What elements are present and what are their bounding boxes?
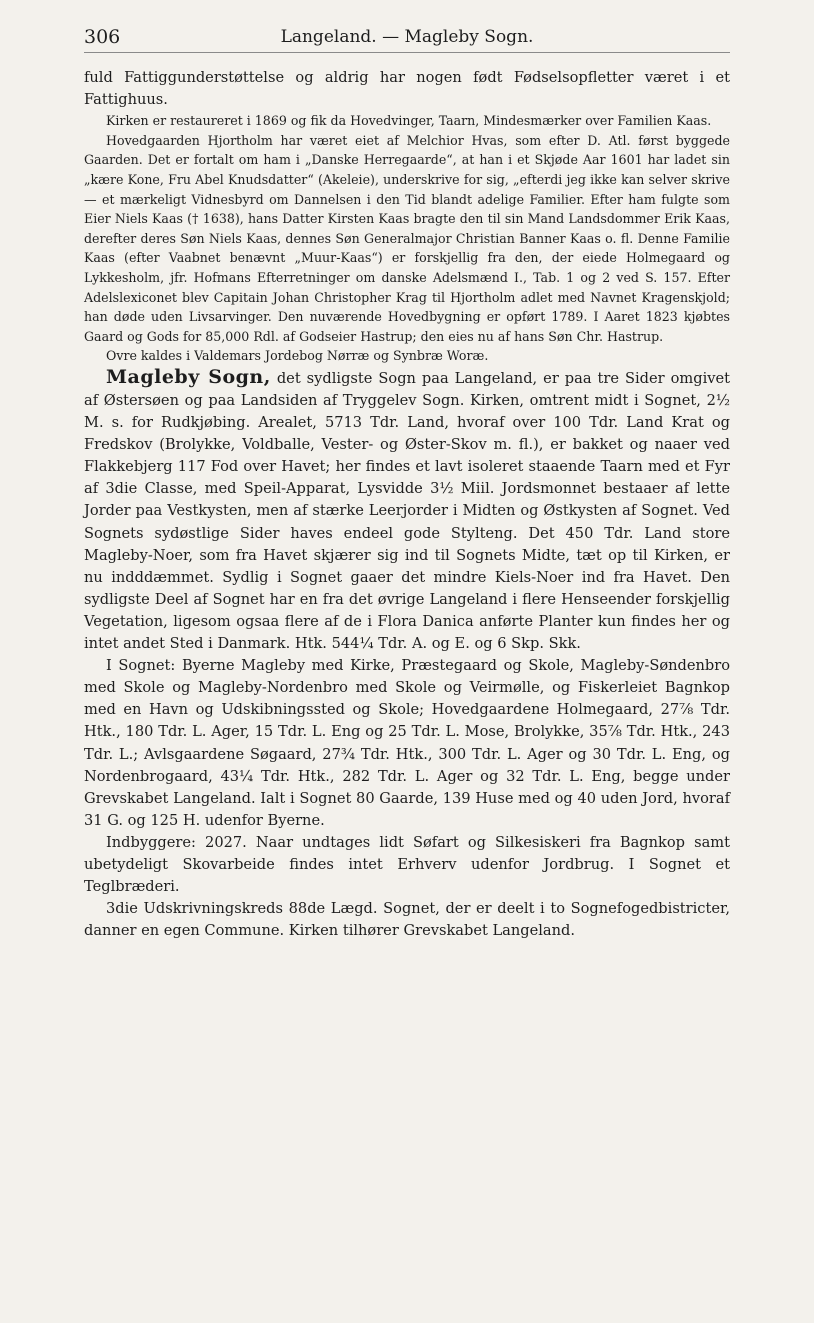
paragraph-text: I Sognet: Byerne Magleby med Kirke, Præstegaard og Skole, Magleby-Søndenbro med Skole og Magleby-Nordenbro med Skole og Veirmølle, og Fiskerleiet Bagnkop med en Havn og Udskibningssted og Skole; Hovedgaardene Holmegaard, 27⅞ Tdr. Htk., 180 Tdr. L. Ager, 15 Tdr. L. Eng og 25 Tdr. L. Mose, Brolykke, 35⅞ Tdr. Htk., 243 Tdr. L.; Avlsgaardene Søgaard, 27¾ Tdr. Htk., 300 Tdr. L. Ager og 30 Tdr. L. Eng, og Nordenbrogaard, 43¼ Tdr. Htk., 282 Tdr. L. Ager og 32 Tdr. L. Eng, begge under Grevskabet Langeland. Ialt i Sognet 80 Gaarde, 139 Huse med og 40 uden Jord, hvoraf 31 G. og 125 H. udenfor Byerne. [84,657,730,829]
paragraph-text: Indbyggere: 2027. Naar undtages lidt Søfart og Silkesiskeri fra Bagnkop samt ubetydeligt Skovarbeide findes intet Erhverv udenfor Jordbrug. I Sognet et Teglbræderi. [84,833,730,896]
page-number: 306 [84,26,121,48]
paragraph-udskrivning [84,898,730,942]
page-header [84,22,730,53]
paragraph-intro [84,67,730,111]
paragraph-kirken [84,111,730,131]
paragraph-text: Ovre kaldes i Valdemars Jordebog Nørræ og Synbræ Woræ. [106,348,489,364]
headword: Magleby Sogn, [106,365,271,388]
paragraph-text: det sydligste Sogn paa Langeland, er paa tre Sider omgivet af Østersøen og paa Landsiden af Tryggelev Sogn. Kirken, omtrent midt i Sognet, 2½ M. s. for Rudkjøbing. Arealet, 5713 Tdr. Land, hvoraf over 100 Tdr. Land Krat og Fredskov (Brolykke, Voldballe, Vester- og Øster-Skov m. fl.), er bakket og naaer ved Flakkebjerg 117 Fod over Havet; her findes et lavt isoleret staaende Taarn med et Fyr af 3die Classe, med Speil-Apparat, Lysvidde 3½ Miil. Jordsmonnet bestaaer af lette Jorder paa Vestkysten, men af stærke Leerjorder i Midten og Østkysten af Sognet. Ved Sognets sydøstlige Sider haves endeel gode Stylteng. Det 450 Tdr. Land store Magleby-Noer, som fra Havet skjærer sig ind til Sognets Midte, tæt op til Kirken, er nu indddæmmet. Sydlig i Sognet gaaer det mindre Kiels-Noer ind fra Havet. Den sydligste Deel af Sognet har en fra det øvrige Langeland i flere Henseender forskjellig Vegetation, ligesom ogsaa flere af de i Flora Danica anførte Planter kun findes her og intet andet Sted i Danmark. Htk. 544¼ Tdr. A. og E. og 6 Skp. Skk. [84,369,730,653]
paragraph-hovedgaard [84,131,730,347]
running-head: Langeland. — Magleby Sogn. [280,27,534,47]
paragraph-text: fuld Fattiggunderstøttelse og aldrig har nogen født Fødselsopfletter været i et Fattighuus. [84,69,730,109]
paragraph-magleby [84,366,730,655]
paragraph-ovre [84,346,730,366]
paragraph-byerne [84,655,730,832]
paragraph-indbyggere [84,832,730,898]
paragraph-text: Hovedgaarden Hjortholm har været eiet af Melchior Hvas, som efter D. Atl. først byggede Gaarden. Det er fortalt om ham i „Danske Herregaarde“, at han i et Skjøde Aar 1601 har ladet sin „kære Kone, Fru Abel Knudsdatter“ (Akeleie), underskrive for sig, „efterdi jeg ikke kan selver skrive — et mærkeligt Vidnesbyrd om Dannelsen i den Tid blandt adelige Familier. Efter ham fulgte som Eier Niels Kaas († 1638), hans Datter Kirsten Kaas bragte den til sin Mand Landsdommer Erik Kaas, derefter deres Søn Niels Kaas, dennes Søn Generalmajor Christian Banner Kaas o. fl. Denne Familie Kaas (efter Vaabnet benævnt „Muur-Kaas“) er forskjellig fra den, der eiede Holmegaard og Lykkesholm, jfr. Hofmans Efterretninger om danske Adelsmænd I., Tab. 1 og 2 ved S. 157. Efter Adelslexiconet blev Capitain Johan Christopher Krag til Hjortholm adlet med Navnet Kragenskjold; han døde uden Livsarvinger. Den nuværende Hovedbygning er opført 1789. I Aaret 1823 kjøbtes Gaard og Gods for 85,000 Rdl. af Godseier Hastrup; den eies nu af hans Søn Chr. Hastrup. [84,132,730,344]
paragraph-text: Kirken er restaureret i 1869 og fik da Hovedvinger, Taarn, Mindesmærker over Familien Kaas. [106,113,712,129]
paragraph-text: 3die Udskrivningskreds 88de Lægd. Sognet, der er deelt i to Sognefogedbistricter, danner en egen Commune. Kirken tilhører Grevskabet Langeland. [84,900,730,940]
